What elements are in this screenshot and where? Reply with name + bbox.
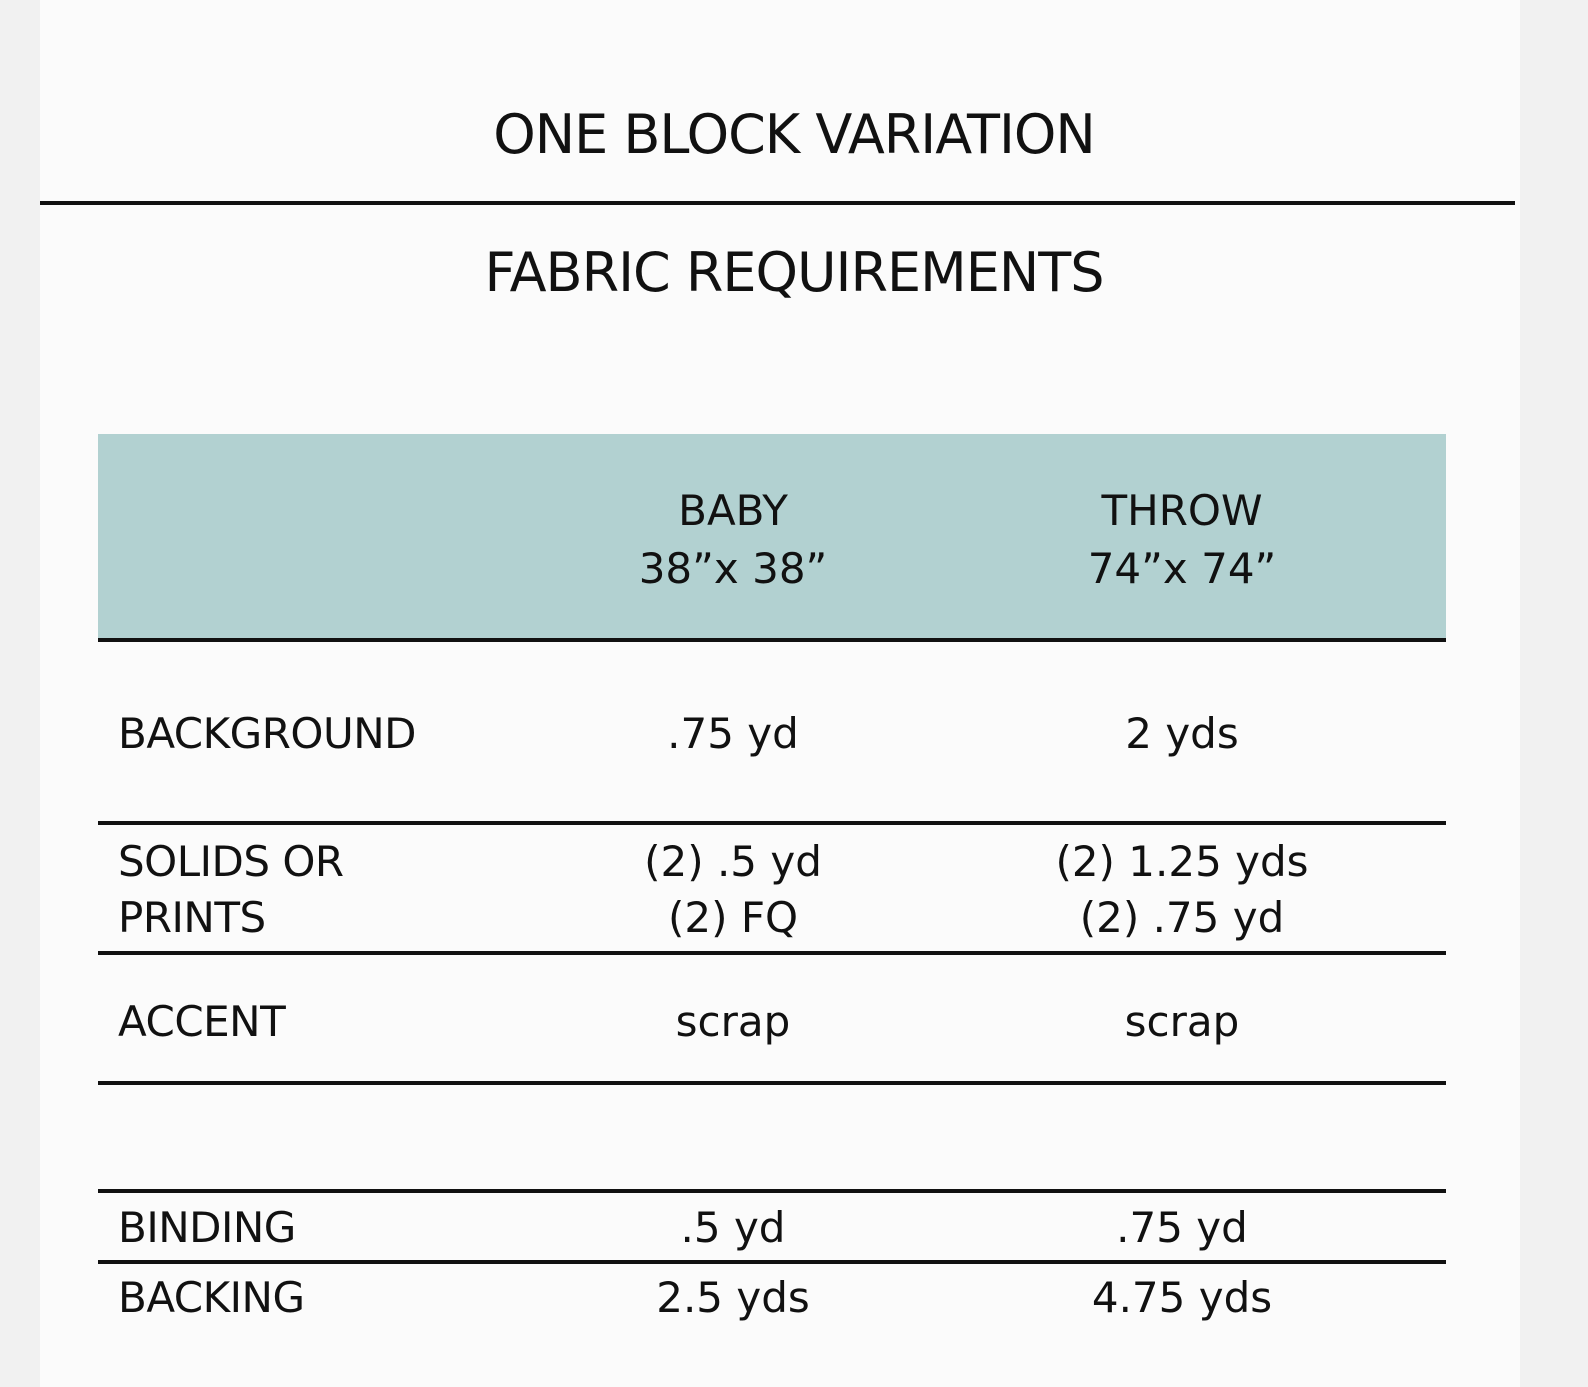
column-header-baby: [523, 482, 943, 598]
title-divider: [40, 201, 1515, 205]
cell-value: (2) .75 yd: [1079, 893, 1285, 942]
row-label-text: BINDING: [118, 1203, 296, 1252]
row-label-text: BACKGROUND: [118, 709, 416, 758]
section-title: FABRIC REQUIREMENTS: [484, 241, 1104, 304]
row-divider: [98, 1189, 1446, 1193]
column-header-throw-size: 74”x 74”: [1087, 544, 1277, 593]
cell-backing-baby: [523, 1270, 943, 1326]
cell-value: (2) .5 yd: [644, 837, 822, 886]
row-divider: [98, 951, 1446, 955]
cell-background-throw: [972, 706, 1392, 762]
cell-value: 4.75 yds: [1091, 1273, 1273, 1322]
cell-binding-throw: [972, 1200, 1392, 1256]
cell-accent-throw: [972, 994, 1392, 1050]
column-header-throw: [972, 482, 1392, 598]
row-label-backing: [118, 1270, 305, 1326]
row-label-text: SOLIDS OR: [118, 837, 344, 886]
row-label-text: PRINTS: [118, 893, 266, 942]
cell-value: 2 yds: [1125, 709, 1239, 758]
row-label-accent: [118, 994, 285, 1050]
page-title: ONE BLOCK VARIATION: [493, 103, 1095, 166]
row-label-text: BACKING: [118, 1273, 305, 1322]
row-divider: [98, 1260, 1446, 1264]
column-header-baby-name: BABY: [678, 486, 788, 535]
cell-solids-baby: [523, 834, 943, 946]
cell-value: .75 yd: [1116, 1203, 1248, 1252]
cell-solids-throw: [972, 834, 1392, 946]
cell-value: .75 yd: [667, 709, 799, 758]
cell-value: 2.5 yds: [656, 1273, 810, 1322]
row-label-binding: [118, 1200, 296, 1256]
column-header-throw-name: THROW: [1101, 486, 1263, 535]
cell-binding-baby: [523, 1200, 943, 1256]
document-page: [40, 0, 1520, 1387]
column-header-baby-size: 38”x 38”: [638, 544, 828, 593]
cell-value: (2) 1.25 yds: [1055, 837, 1309, 886]
cell-background-baby: [523, 706, 943, 762]
row-label-background: [118, 706, 416, 762]
row-label-text: ACCENT: [118, 997, 286, 1046]
cell-value: scrap: [675, 997, 791, 1046]
row-divider: [98, 821, 1446, 825]
cell-value: scrap: [1124, 997, 1240, 1046]
cell-accent-baby: [523, 994, 943, 1050]
row-divider: [98, 1081, 1446, 1085]
cell-value: (2) FQ: [667, 893, 799, 942]
cell-value: .5 yd: [680, 1203, 786, 1252]
cell-backing-throw: [972, 1270, 1392, 1326]
row-label-solids-or-prints: [118, 834, 344, 946]
